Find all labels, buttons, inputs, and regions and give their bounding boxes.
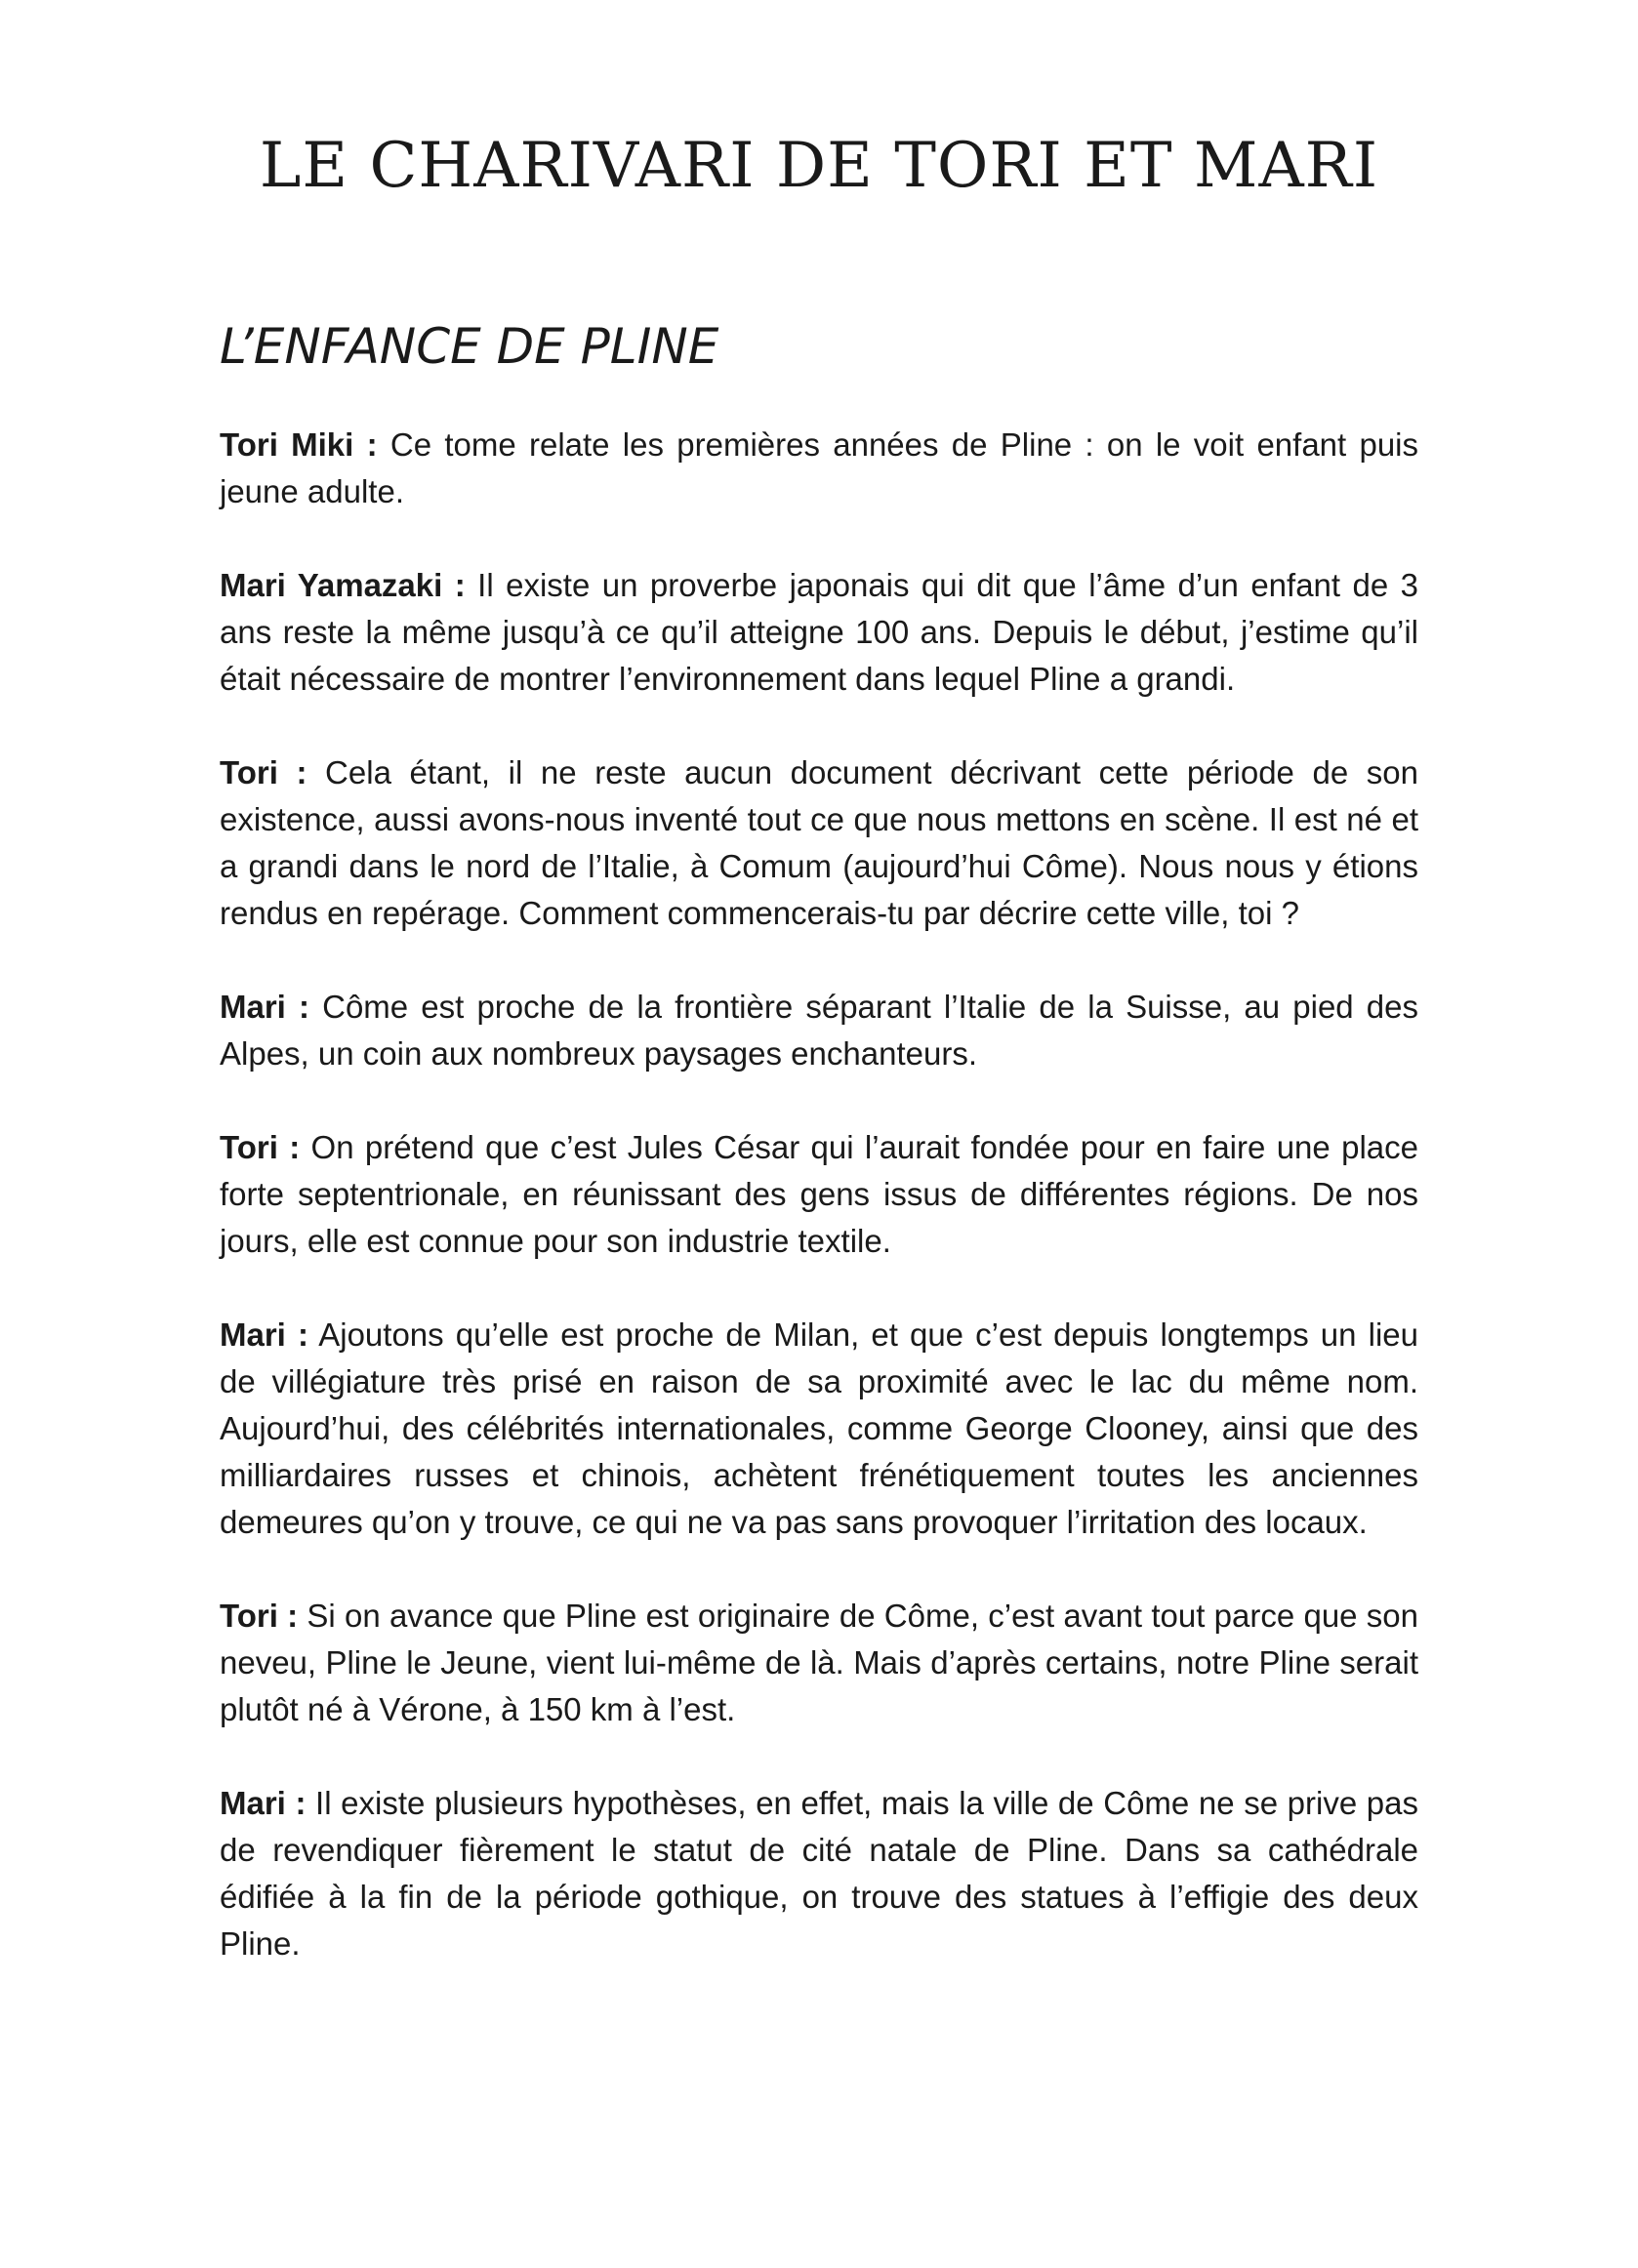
speaker-label: Mari Yamazaki : — [220, 567, 466, 603]
paragraph-text: Cela étant, il ne reste aucun document décrivant cette période de son existence, aussi avons-nous inventé tout ce que nous mettons en scène. Il est né et a grandi dans le nord de l’Italie, à Comum (aujourd’hui Côme). Nous nous y étions rendus en repérage. Comment commencerais-tu par décrire cette ville, toi ? — [220, 754, 1418, 931]
paragraph-text: On prétend que c’est Jules César qui l’aurait fondée pour en faire une place forte septentrionale, en réunissant des gens issus de différentes régions. De nos jours, elle est connue pour son industrie textile. — [220, 1129, 1418, 1259]
paragraph — [220, 1593, 1418, 1733]
speaker-label: Tori : — [220, 1598, 299, 1634]
dialogue-text — [220, 422, 1418, 2014]
speaker-label: Tori Miki : — [220, 426, 378, 463]
speaker-label: Mari : — [220, 1785, 307, 1821]
paragraph — [220, 749, 1418, 937]
paragraph — [220, 422, 1418, 515]
speaker-label: Mari : — [220, 989, 309, 1025]
paragraph — [220, 984, 1418, 1077]
paragraph-text: Il existe plusieurs hypothèses, en effet, mais la ville de Côme ne se prive pas de revendiquer fièrement le statut de cité natale de Pline. Dans sa cathédrale édifiée à la fin de la période gothique, on trouve des statues à l’effigie des deux Pline. — [220, 1785, 1418, 1962]
section-title: L’ENFANCE DE PLINE — [220, 318, 719, 375]
paragraph — [220, 562, 1418, 703]
paragraph-text: Si on avance que Pline est originaire de Côme, c’est avant tout parce que son neveu, Pline le Jeune, vient lui-même de là. Mais d’après certains, notre Pline serait plutôt né à Vérone, à 150 km à l’est. — [220, 1598, 1418, 1727]
paragraph — [220, 1124, 1418, 1265]
paragraph — [220, 1312, 1418, 1546]
speaker-label: Tori : — [220, 754, 307, 790]
paragraph-text: Il existe un proverbe japonais qui dit que l’âme d’un enfant de 3 ans reste la même jusqu’à ce qu’il atteigne 100 ans. Depuis le début, j’estime qu’il était nécessaire de montrer l’environnement dans lequel Pline a grandi. — [220, 567, 1418, 697]
paragraph — [220, 1780, 1418, 1967]
speaker-label: Tori : — [220, 1129, 301, 1165]
paragraph-text: Ajoutons qu’elle est proche de Milan, et que c’est depuis longtemps un lieu de villégiature très prisé en raison de sa proximité avec le lac du même nom. Aujourd’hui, des célébrités internationales, comme George Clooney, ainsi que des milliardaires russes et chinois, achètent frénétiquement toutes les anciennes demeures qu’on y trouve, ce qui ne va pas sans provoquer l’irritation des locaux. — [220, 1316, 1418, 1540]
paragraph-text: Ce tome relate les premières années de Pline : on le voit enfant puis jeune adulte. — [220, 426, 1419, 509]
speaker-label: Mari : — [220, 1316, 308, 1353]
page-title: LE CHARIVARI DE TORI ET MARI — [259, 130, 1379, 202]
paragraph-text: Côme est proche de la frontière séparant l’Italie de la Suisse, au pied des Alpes, un coin aux nombreux paysages enchanteurs. — [220, 989, 1418, 1072]
